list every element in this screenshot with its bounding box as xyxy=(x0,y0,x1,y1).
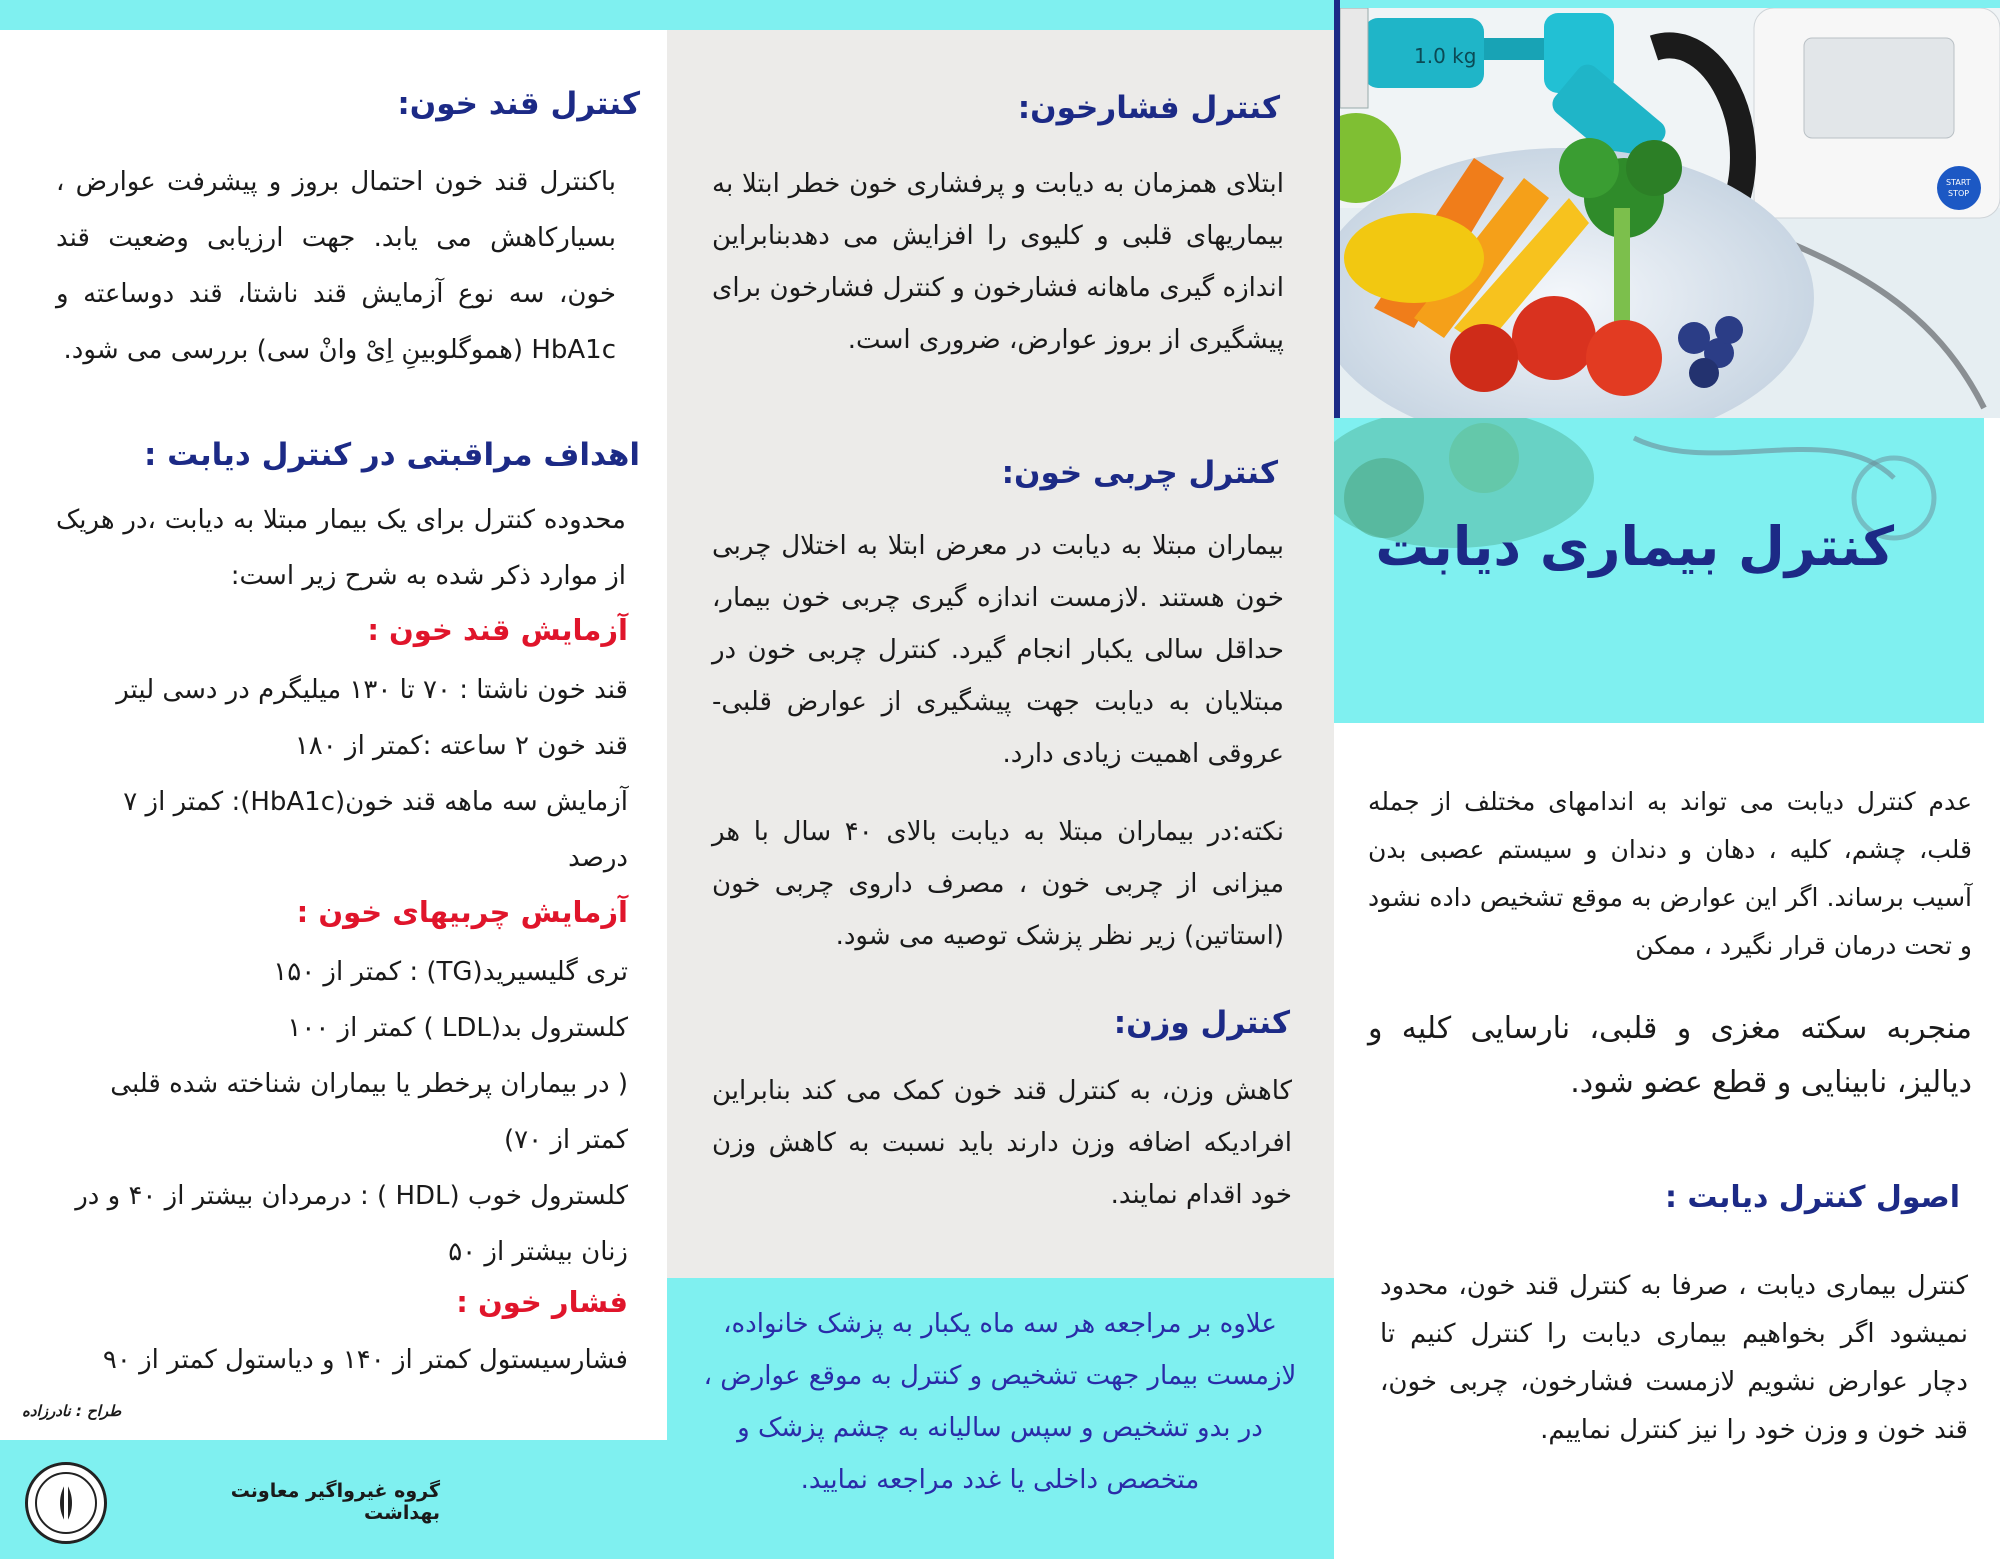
bp-control-heading: کنترل فشارخون: xyxy=(1017,90,1280,126)
principles-heading: اصول کنترل دیابت : xyxy=(1664,1180,1960,1215)
hero-left-border xyxy=(1334,0,1340,420)
lipid-control-heading: کنترل چربی خون: xyxy=(1001,455,1278,491)
sugar-control-heading: کنترل قند خون: xyxy=(397,86,640,122)
logo-emblem-icon xyxy=(28,1465,104,1541)
sugar-test-fasting: قند خون ناشتا : ۷۰ تا ۱۳۰ میلیگرم در دسی لیتر xyxy=(116,675,628,705)
sugar-test-hba1c: آزمایش سه ماهه قند خون(HbA1c): کمتر از ۷ xyxy=(123,787,628,817)
lipid-test-tg: تری گلیسیرید(TG) : کمتر از ۱۵۰ xyxy=(273,957,628,987)
lipid-tests-heading: آزمایش چربیهای خون : xyxy=(296,895,628,929)
sugar-control-text: باکنترل قند خون احتمال بروز و پیشرفت عوارض ، بسیارکاهش می یابد. جهت ارزیابی وضعیت قند خون، سه نوع آزمایش قند ناشتا، قند دوساعته و HbA1c (هموگلوبینِ اِیْ وانْ سی) بررسی می شود. xyxy=(56,167,616,365)
monitor-stop-label: STOP xyxy=(1948,189,1970,198)
lipid-test-hdl-cont: زنان بیشتر از ۵۰ xyxy=(448,1237,628,1267)
intro-text: عدم کنترل دیابت می تواند به اندامهای مختلف از جمله قلب، چشم، کلیه ، دهان و دندان و سیستم عصبی بدن آسیب برساند. اگر این عوارض به موقع تشخیص داده نشود و تحت درمان قرار نگیرد ، ممکن xyxy=(1368,787,1972,960)
brochure-title: کنترل بیماری دیابت xyxy=(1375,515,1894,578)
lipid-test-ldl: کلسترول بد(LDL ) کمتر از ۱۰۰ xyxy=(287,1013,628,1043)
sugar-tests-heading: آزمایش قند خون : xyxy=(367,613,628,647)
bp-target-text: فشارسیستول کمتر از ۱۴۰ و دیاستول کمتر از ۹۰ xyxy=(102,1345,628,1375)
intro-complications: منجربه سکته مغزی و قلبی، نارسایی کلیه و دیالیز، نابینایی و قطع عضو شود. xyxy=(1368,1011,1972,1100)
hero-image xyxy=(1334,8,2000,418)
lipid-test-ldl-note: ( در بیماران پرخطر یا بیماران شناخته شده قلبی xyxy=(110,1069,628,1099)
care-goals-heading: اهداف مراقبتی در کنترل دیابت : xyxy=(143,437,640,473)
lipid-control-note: نکته:در بیماران مبتلا به دیابت بالای ۴۰ سال با هر میزانی از چربی خون ، مصرف داروی چربی خون (استاتین) زیر نظر پزشک توصیه می شود. xyxy=(712,817,1285,951)
university-logo xyxy=(25,1462,107,1544)
org-name: گروه غیرواگیر معاونت بهداشت xyxy=(230,1480,440,1524)
bp-target-heading: فشار خون : xyxy=(456,1285,628,1319)
sugar-test-hba1c-unit: درصد xyxy=(568,843,628,873)
lipid-test-ldl-note-cont: کمتر از ۷۰) xyxy=(503,1125,628,1155)
referral-text: علاوه بر مراجعه هر سه ماه یکبار به پزشک خانواده، لازمست بیمار جهت تشخیص و کنترل به موقع عوارض ، در بدو تشخیص و سپس سالیانه به چشم پزشک و متخصص داخلی یا غدد مراجعه نمایید. xyxy=(703,1309,1297,1495)
dumbbell-label: 1.0 kg xyxy=(1414,44,1477,68)
hero-illustration xyxy=(1334,8,2000,418)
weight-control-text: کاهش وزن، به کنترل قند خون کمک می کند بنابراین افرادیکه اضافه وزن دارند باید نسبت به کاهش وزن خود اقدام نمایند. xyxy=(712,1076,1292,1210)
lipid-control-text: بیماران مبتلا به دیابت در معرض ابتلا به اختلال چربی خون هستند .لازمست اندازه گیری چربی خون بیمار، حداقل سالی یکبار انجام گیرد. کنترل چربی خون در مبتلایان به دیابت جهت پیشگیری از عوارض قلبی- عروقی اهمیت زیادی دارد. xyxy=(712,531,1284,769)
care-goals-text: محدوده کنترل برای یک بیمار مبتلا به دیابت ،در هریک از موارد ذکر شده به شرح زیر است: xyxy=(56,505,626,591)
sugar-test-2h: قند خون ۲ ساعته :کمتر از ۱۸۰ xyxy=(294,731,628,761)
bp-control-text: ابتلای همزمان به دیابت و پرفشاری خون خطر ابتلا به بیماریهای قلبی و کلیوی را افزایش می دهدبنابراین اندازه گیری ماهانه فشارخون و کنترل فشارخون برای پیشگیری از بروز عوارض، ضروری است. xyxy=(712,169,1284,355)
weight-control-heading: کنترل وزن: xyxy=(1113,1005,1290,1041)
lipid-test-hdl: کلسترول خوب (HDL ) : درمردان بیشتر از ۴۰ و در xyxy=(75,1181,628,1211)
designer-credit: طراح : نادرزاده xyxy=(22,1402,122,1420)
monitor-start-label: START xyxy=(1946,178,1971,187)
principles-text: کنترل بیماری دیابت ، صرفا به کنترل قند خون، محدود نمیشود اگر بخواهیم بیماری دیابت را کنترل کنیم تا دچار عوارض نشویم لازمست فشارخون، چربی خون، قند خون و وزن خود را نیز کنترل نماییم. xyxy=(1380,1271,1968,1445)
